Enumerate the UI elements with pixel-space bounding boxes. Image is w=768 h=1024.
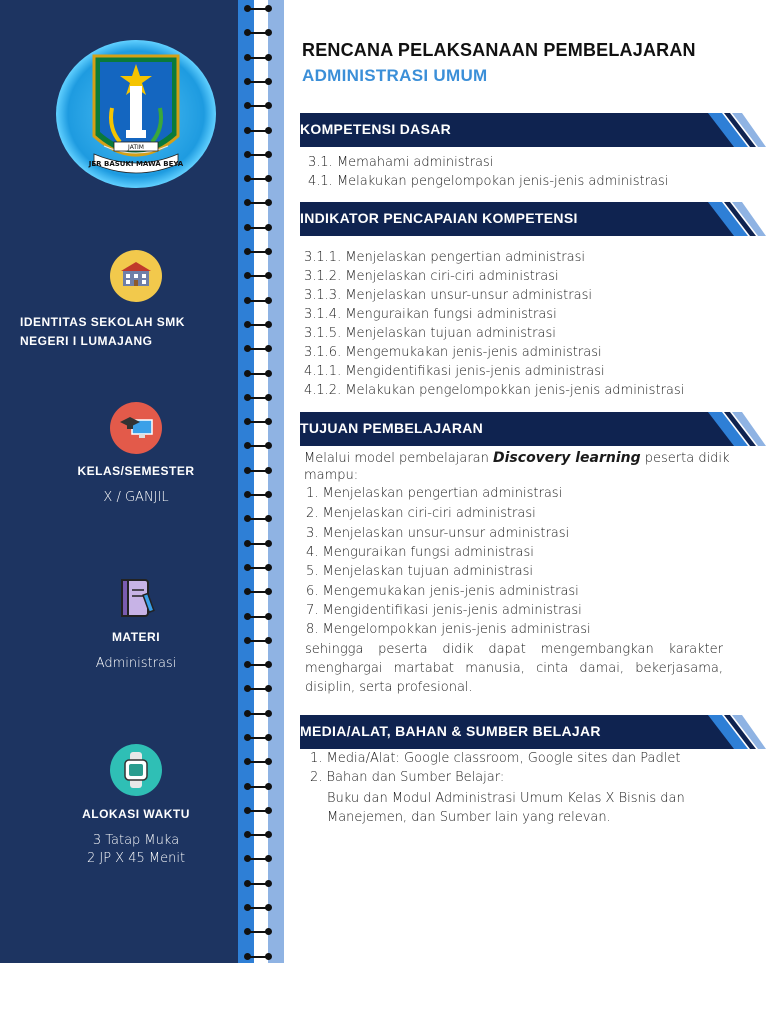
ipk-item: 4.1.2. Melakukan pengelompokkan jenis-jenis administrasi	[304, 383, 685, 398]
media-item: 1. Media/Alat: Google classroom, Google sites dan Padlet	[310, 751, 681, 766]
kd-heading: KOMPETENSI DASAR	[300, 121, 452, 137]
spiral-ring	[244, 612, 272, 622]
tujuan-item: 1. Menjelaskan pengertian administrasi	[306, 486, 563, 501]
spiral-ring	[244, 101, 272, 111]
ipk-item: 3.1.4. Menguraikan fungsi administrasi	[304, 307, 557, 322]
spiral-ring	[244, 684, 272, 694]
spiral-ring	[244, 369, 272, 379]
spiral-ring	[244, 757, 272, 767]
spiral-ring	[244, 441, 272, 451]
section-header-swoosh	[670, 412, 766, 446]
spiral-ring	[244, 150, 272, 160]
spiral-ring	[244, 587, 272, 597]
spiral-ring	[244, 417, 272, 427]
spiral-ring	[244, 903, 272, 913]
tujuan-item: 7. Mengidentifikasi jenis-jenis administrasi	[306, 603, 582, 618]
school-logo	[54, 38, 218, 190]
spiral-ring	[244, 539, 272, 549]
class-value: X / GANJIL	[103, 490, 169, 505]
kd-item: 3.1. Memahami administrasi	[308, 155, 494, 170]
section-header-swoosh	[670, 113, 766, 147]
tujuan-item: 6. Mengemukakan jenis-jenis administrasi	[306, 584, 579, 599]
logo-motto-top: JATIM	[128, 144, 144, 151]
time-label: ALOKASI WAKTU	[82, 807, 190, 821]
spine-edge	[268, 0, 284, 963]
section-header-ipk	[300, 202, 766, 236]
section-header-swoosh	[670, 202, 766, 236]
ipk-item: 3.1.2. Menjelaskan ciri-ciri administrasi	[304, 269, 559, 284]
spiral-ring	[244, 320, 272, 330]
tujuan-item: 4. Menguraikan fungsi administrasi	[306, 545, 534, 560]
identity-label-line1: IDENTITAS SEKOLAH SMK	[20, 315, 185, 329]
section-header-swoosh	[670, 715, 766, 749]
page-title: RENCANA PELAKSANAAN PEMBELAJARAN	[302, 40, 696, 60]
tujuan-closing: sehingga peserta didik dapat mengembangkan karakter menghargai martabat manusia, cinta damai, bekerjasama, disiplin, serta profesional.	[305, 642, 723, 695]
spiral-ring	[244, 733, 272, 743]
time-value-line1: 3 Tatap Muka	[92, 833, 180, 848]
ipk-item: 4.1.1. Mengidentifikasi jenis-jenis administrasi	[304, 364, 605, 379]
kd-item: 4.1. Melakukan pengelompokan jenis-jenis administrasi	[308, 174, 669, 189]
logo-motto: JER BASUKI MAWA BEYA	[88, 160, 184, 168]
notebook-icon	[110, 572, 162, 624]
identity-label-line2: NEGERI I LUMAJANG	[20, 334, 153, 348]
media-heading: MEDIA/ALAT, BAHAN & SUMBER BELAJAR	[300, 723, 601, 739]
media-item: 2. Bahan dan Sumber Belajar:	[310, 770, 505, 785]
section-header-tujuan	[300, 412, 766, 446]
time-value-line2: 2 JP X 45 Menit	[86, 851, 186, 866]
ipk-item: 3.1.1. Menjelaskan pengertian administrasi	[304, 250, 585, 265]
tujuan-heading: TUJUAN PEMBELAJARAN	[300, 420, 484, 436]
ipk-item: 3.1.3. Menjelaskan unsur-unsur administrasi	[304, 288, 592, 303]
tujuan-item: 2. Menjelaskan ciri-ciri administrasi	[306, 506, 536, 521]
tujuan-intro-em: Discovery learning	[493, 450, 641, 466]
spiral-ring	[244, 126, 272, 136]
spiral-ring	[244, 782, 272, 792]
materi-value: Administrasi	[95, 656, 177, 671]
spiral-ring	[244, 709, 272, 719]
tujuan-intro-pre: Melalui model pembelajaran	[304, 451, 494, 466]
section-header-kd	[300, 113, 766, 147]
spiral-ring	[244, 952, 272, 962]
spiral-ring	[244, 28, 272, 38]
ipk-item: 3.1.6. Mengemukakan jenis-jenis administrasi	[304, 345, 602, 360]
spiral-ring	[244, 514, 272, 524]
spiral-ring	[244, 271, 272, 281]
ipk-item: 3.1.5. Menjelaskan tujuan administrasi	[304, 326, 556, 341]
spiral-ring	[244, 53, 272, 63]
tujuan-item: 8. Mengelompokkan jenis-jenis administrasi	[306, 622, 591, 637]
spiral-ring	[244, 247, 272, 257]
spiral-ring	[244, 174, 272, 184]
tujuan-item: 3. Menjelaskan unsur-unsur administrasi	[306, 526, 570, 541]
identity-label	[20, 313, 238, 351]
tujuan-intro	[304, 450, 730, 466]
ipk-heading: INDIKATOR PENCAPAIAN KOMPETENSI	[300, 210, 578, 226]
spiral-ring	[244, 223, 272, 233]
page-subtitle: ADMINISTRASI UMUM	[302, 66, 488, 85]
spiral-ring	[244, 344, 272, 354]
spiral-ring	[244, 393, 272, 403]
spiral-ring	[244, 879, 272, 889]
class-label: KELAS/SEMESTER	[77, 464, 195, 478]
materi-label: MATERI	[111, 630, 161, 644]
spiral-ring	[244, 927, 272, 937]
school-building-icon	[110, 250, 162, 302]
tujuan-item: 5. Menjelaskan tujuan administrasi	[306, 564, 534, 579]
media-item-detail: Buku dan Modul Administrasi Umum Kelas X Bisnis dan Manejemen, dan Sumber lain yang relevan.	[327, 791, 685, 825]
smartwatch-icon	[110, 744, 162, 796]
tujuan-intro-post: peserta didik	[640, 451, 730, 466]
tujuan-intro-line2: mampu:	[304, 468, 359, 483]
classroom-icon	[110, 402, 162, 454]
spiral-ring	[244, 4, 272, 14]
time-value	[20, 832, 252, 868]
section-header-media	[300, 715, 766, 749]
spiral-ring	[244, 77, 272, 87]
spine-gap	[254, 0, 268, 963]
spiral-ring	[244, 563, 272, 573]
spiral-ring	[244, 296, 272, 306]
spiral-ring	[244, 198, 272, 208]
